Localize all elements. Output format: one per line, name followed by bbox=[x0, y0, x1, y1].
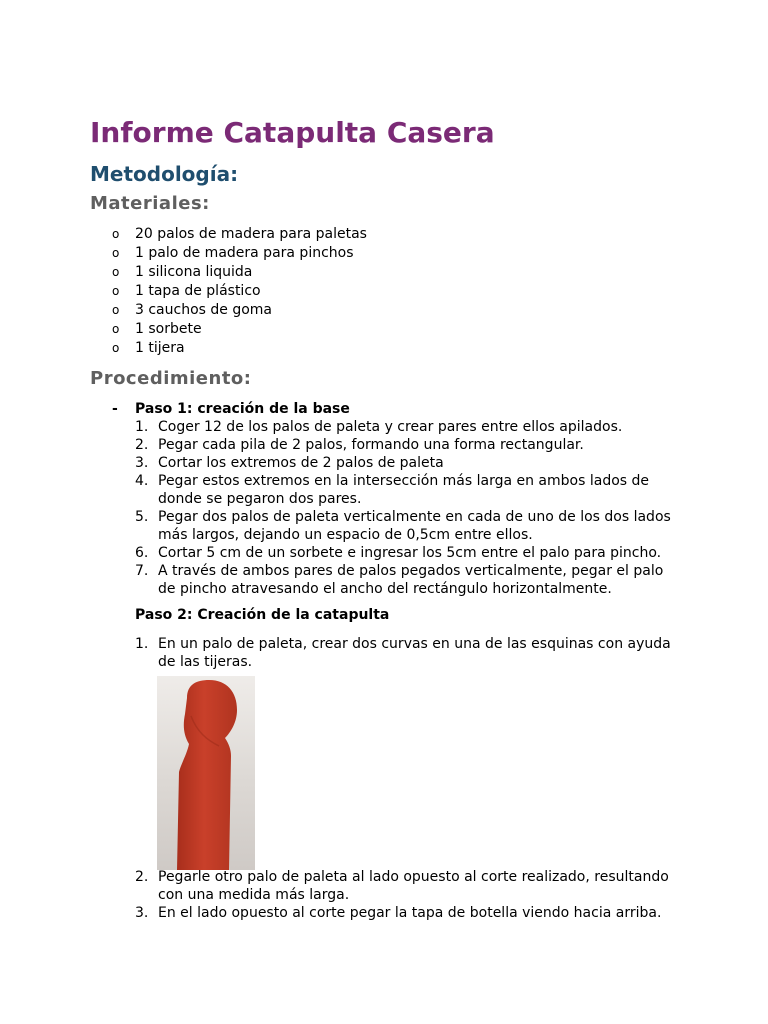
step-number: 4. bbox=[135, 473, 149, 489]
material-text: 1 palo de madera para pinchos bbox=[135, 245, 354, 261]
circle-bullet-icon: o bbox=[112, 227, 120, 241]
step-number: 1. bbox=[135, 419, 149, 435]
step-number: 6. bbox=[135, 545, 149, 561]
paso2-steps-a bbox=[112, 635, 672, 671]
list-item bbox=[112, 418, 672, 436]
step-text: Cortar 5 cm de un sorbete e ingresar los 5cm entre el palo para pincho. bbox=[158, 545, 662, 561]
materials-list bbox=[112, 225, 367, 358]
step-text: Pegar dos palos de paleta verticalmente en cada de uno de los dos lados más largos, dejando un espacio de 0,5cm entre ellos. bbox=[158, 509, 671, 543]
circle-bullet-icon: o bbox=[112, 303, 120, 317]
paso1-section bbox=[112, 400, 672, 598]
material-text: 1 silicona liquida bbox=[135, 264, 253, 280]
paso1-title: Paso 1: creación de la base bbox=[135, 401, 350, 417]
step-text: Cortar los extremos de 2 palos de paleta bbox=[158, 455, 444, 471]
list-item bbox=[112, 454, 672, 472]
material-text: 20 palos de madera para paletas bbox=[135, 226, 367, 242]
material-text: 1 tapa de plástico bbox=[135, 283, 261, 299]
popsicle-stick-icon bbox=[157, 676, 255, 870]
material-text: 3 cauchos de goma bbox=[135, 302, 273, 318]
material-text: 1 sorbete bbox=[135, 321, 202, 337]
paso2-title: Paso 2: Creación de la catapulta bbox=[135, 607, 390, 623]
list-item bbox=[112, 244, 367, 263]
circle-bullet-icon: o bbox=[112, 322, 120, 336]
heading-materiales: Materiales: bbox=[90, 193, 210, 214]
step-text: En el lado opuesto al corte pegar la tapa de botella viendo hacia arriba. bbox=[158, 905, 662, 921]
red-popsicle-stick-photo bbox=[157, 676, 255, 870]
step-text: En un palo de paleta, crear dos curvas en una de las esquinas con ayuda de las tijeras. bbox=[158, 636, 671, 670]
list-item bbox=[112, 868, 672, 904]
paso2-steps-b bbox=[112, 868, 672, 922]
step-number: 2. bbox=[135, 437, 149, 453]
material-text: 1 tijera bbox=[135, 340, 185, 356]
list-item bbox=[112, 301, 367, 320]
circle-bullet-icon: o bbox=[112, 265, 120, 279]
list-item bbox=[112, 263, 367, 282]
step-text: A través de ambos pares de palos pegados verticalmente, pegar el palo de pincho atravesando el ancho del rectángulo horizontalmente. bbox=[158, 563, 664, 597]
step-number: 5. bbox=[135, 509, 149, 525]
step-number: 3. bbox=[135, 905, 149, 921]
list-item bbox=[112, 436, 672, 454]
step-text: Coger 12 de los palos de paleta y crear pares entre ellos apilados. bbox=[158, 419, 623, 435]
step-number: 1. bbox=[135, 636, 149, 652]
list-item bbox=[112, 339, 367, 358]
list-item bbox=[112, 904, 672, 922]
heading-metodologia: Metodología: bbox=[90, 162, 239, 186]
list-item bbox=[112, 508, 672, 544]
step-text: Pegar estos extremos en la intersección más larga en ambos lados de donde se pegaron dos pares. bbox=[158, 473, 650, 507]
list-item bbox=[112, 544, 672, 562]
step-number: 3. bbox=[135, 455, 149, 471]
list-item bbox=[112, 472, 672, 508]
step-number: 7. bbox=[135, 563, 149, 579]
step-number: 2. bbox=[135, 869, 149, 885]
step-text: Pegar cada pila de 2 palos, formando una forma rectangular. bbox=[158, 437, 584, 453]
list-item bbox=[112, 635, 672, 671]
heading-procedimiento: Procedimiento: bbox=[90, 368, 252, 389]
circle-bullet-icon: o bbox=[112, 341, 120, 355]
paso1-steps bbox=[112, 418, 672, 598]
list-item bbox=[112, 562, 672, 598]
dash-bullet: - bbox=[112, 401, 118, 417]
document-title: Informe Catapulta Casera bbox=[90, 116, 495, 149]
list-item bbox=[112, 225, 367, 244]
list-item bbox=[112, 320, 367, 339]
circle-bullet-icon: o bbox=[112, 284, 120, 298]
step-text: Pegarle otro palo de paleta al lado opuesto al corte realizado, resultando con una medida más larga. bbox=[158, 869, 669, 903]
paso2-steps-before-image bbox=[112, 635, 672, 671]
paso1-heading bbox=[112, 400, 672, 418]
circle-bullet-icon: o bbox=[112, 246, 120, 260]
paso2-steps-after-image bbox=[112, 868, 672, 922]
list-item bbox=[112, 282, 367, 301]
